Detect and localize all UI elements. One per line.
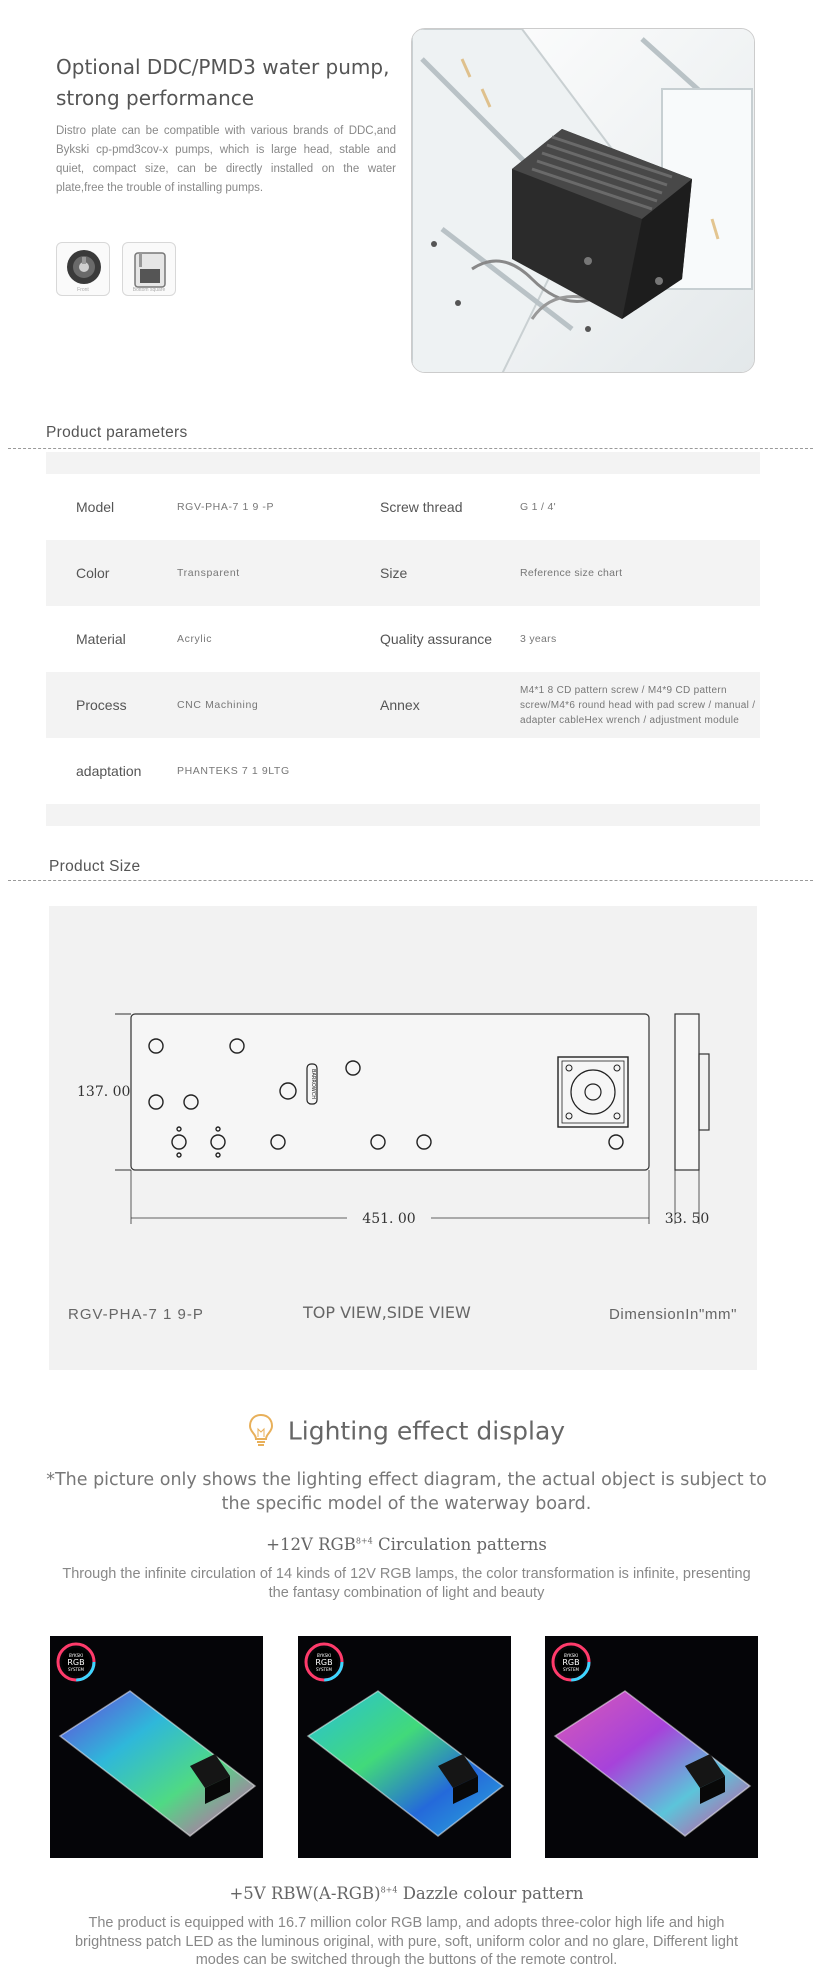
logo-line: RGB xyxy=(314,1658,333,1667)
table-bottom-band xyxy=(46,804,760,826)
table-top-band xyxy=(46,452,760,474)
rgb12-description: Through the infinite circulation of 14 kinds of 12V RGB lamps, the color transformation is infinite, presenting the fantasy combination of light and beauty xyxy=(62,1566,751,1601)
param-key: adaptation xyxy=(76,763,142,779)
pump-description: Distro plate can be compatible with various brands of DDC,and Bykski cp-pmd3cov-x pumps, which is large head, stable and quiet, compact size, can be directly installed on the water plate,free the trouble of installing pumps. xyxy=(56,125,396,194)
logo-line: SYSTEM xyxy=(68,1667,84,1672)
rgb-system-logo xyxy=(56,1642,96,1682)
height-dimension: 137. 00 xyxy=(77,1084,131,1100)
param-value: Reference size chart xyxy=(520,566,623,579)
lighting-heading xyxy=(0,1413,813,1449)
lightbulb-icon xyxy=(248,1413,274,1449)
param-value: RGV-PHA-7 1 9 -P xyxy=(177,501,275,513)
param-key: Model xyxy=(76,499,115,515)
lighting-note: *The picture only shows the lighting effect diagram, the actual object is subject to the specific model of the waterway board. xyxy=(46,1470,767,1514)
param-value: CNC Machining xyxy=(177,699,259,711)
param-value: Transparent xyxy=(177,567,240,579)
logo-line: SYSTEM xyxy=(315,1667,332,1672)
size-heading: Product Size xyxy=(49,858,141,875)
param-value: 3 years xyxy=(520,632,557,645)
param-key: Screw thread xyxy=(380,499,463,515)
param-key: Material xyxy=(76,631,126,647)
plate-logo: BARROWCH xyxy=(310,1069,316,1099)
pump-title: Optional DDC/PMD3 water pump, strong performance xyxy=(56,55,390,110)
argb-superscript: 8+4 xyxy=(380,1885,398,1895)
logo-line: BYKSKI xyxy=(564,1653,578,1658)
lighting-photo xyxy=(545,1636,758,1858)
technical-drawing xyxy=(49,906,757,1370)
width-dimension: 451. 00 xyxy=(362,1211,416,1227)
param-value: M4*1 8 CD pattern screw / M4*9 CD pattern screw/M4*6 round head with pad screw / manual / adapter cableHex wrench / adjustment module xyxy=(520,684,756,726)
lighting-photo xyxy=(298,1636,511,1858)
logo-line: BYKSKI xyxy=(316,1653,331,1658)
lighting-photos xyxy=(50,1636,758,1858)
rgb12-title xyxy=(0,1535,813,1554)
param-key: Size xyxy=(380,565,408,581)
param-row xyxy=(46,540,760,606)
depth-dimension: 33. 50 xyxy=(664,1211,710,1227)
parameters-heading: Product parameters xyxy=(46,424,188,441)
size-divider xyxy=(8,880,813,881)
pump-product-photo xyxy=(411,28,755,373)
param-value: Acrylic xyxy=(177,633,213,645)
rgb-system-logo xyxy=(304,1642,344,1682)
param-row xyxy=(46,474,760,540)
pump-front-thumb xyxy=(56,242,110,296)
argb-title-text: +5V RBW(A-RGB) xyxy=(229,1884,381,1903)
drawing-unit-label: DimensionIn"mm" xyxy=(608,1306,737,1323)
rgb-system-logo xyxy=(551,1642,591,1682)
rgb12-title-text: +12V RGB xyxy=(266,1535,356,1554)
lighting-title: Lighting effect display xyxy=(287,1416,566,1446)
logo-line: RGB xyxy=(67,1658,85,1667)
param-value: G 1 / 4' xyxy=(520,500,556,513)
param-key: Color xyxy=(76,565,110,581)
argb-title xyxy=(0,1884,813,1903)
size-drawing-panel xyxy=(49,906,757,1370)
logo-line: SYSTEM xyxy=(563,1667,579,1672)
logo-line: BYKSKI xyxy=(69,1653,83,1658)
drawing-view-label: TOP VIEW,SIDE VIEW xyxy=(303,1303,471,1322)
param-key: Annex xyxy=(380,697,420,713)
lighting-photo xyxy=(50,1636,263,1858)
thumb-caption: Bottom square xyxy=(132,287,166,293)
rgb12-superscript: 8+4 xyxy=(355,1536,373,1546)
pump-thumbnails xyxy=(56,242,176,296)
param-row xyxy=(46,606,760,672)
drawing-model-label: RGV-PHA-7 1 9-P xyxy=(68,1306,204,1323)
pump-bottom-thumb xyxy=(122,242,176,296)
rgb12-title-suffix: Circulation patterns xyxy=(372,1535,547,1554)
param-key: Process xyxy=(76,697,127,713)
param-value: PHANTEKS 7 1 9LTG xyxy=(177,765,290,777)
parameters-divider xyxy=(8,448,813,449)
argb-title-suffix: Dazzle colour pattern xyxy=(397,1884,584,1903)
argb-description: The product is equipped with 16.7 million color RGB lamp, and adopts three-color high life and high brightness patch LED as the luminous original, with pure, soft, uniform color and no glare, Different light modes can be switched through the buttons of the remote control. xyxy=(74,1915,739,1968)
logo-line: RGB xyxy=(562,1658,580,1667)
param-row xyxy=(46,672,760,738)
param-row xyxy=(46,738,760,804)
param-key: Quality assurance xyxy=(380,631,493,647)
parameters-table xyxy=(46,452,760,826)
thumb-caption: Front xyxy=(77,287,89,293)
